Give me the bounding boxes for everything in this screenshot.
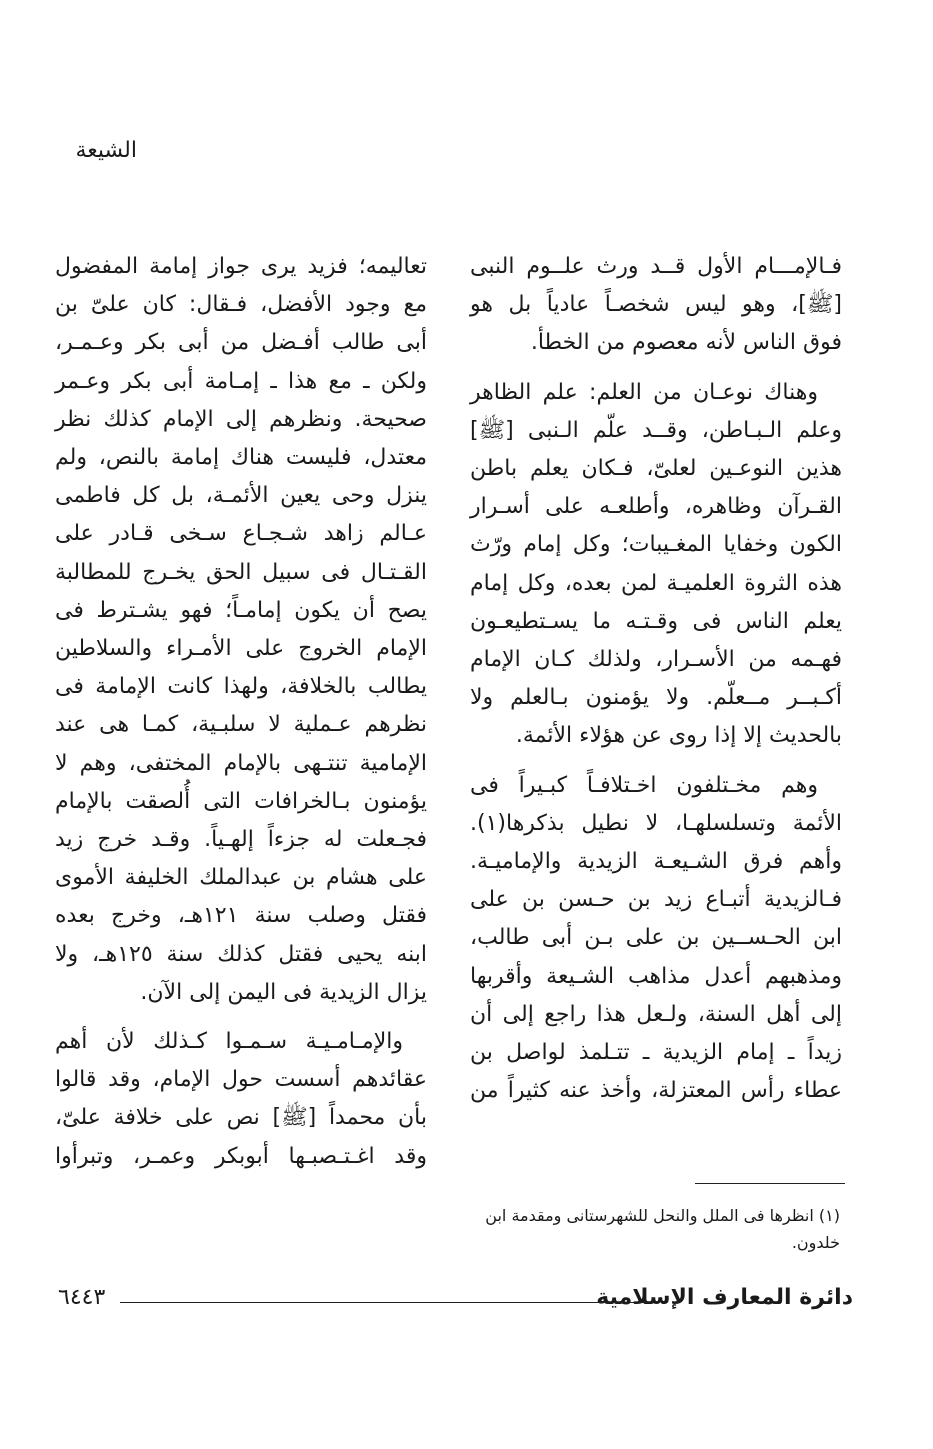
paragraph [470, 767, 842, 1111]
text-line: فـالزيدية أتبـاع زيد بن حـسن بن على [470, 887, 842, 913]
text-line: وأهم فرق الشـيعـة الزيدية والإماميـة. [470, 849, 842, 875]
text-line: عطاء رأس المعتزلة، وأخذ عنه كثيراً من [470, 1078, 842, 1104]
footnote-divider [695, 1183, 845, 1184]
text-line: القـتـال فى سبيل الحق يخـرج للمطالبة [55, 559, 427, 585]
text-line: إلى أهل السنة، ولـعل هذا راجع إلى أن [470, 1001, 842, 1027]
text-line: فهـمه من الأسـرار، ولذلك كـان الإمام [470, 647, 842, 673]
text-line: يزال الزيدية فى اليمن إلى الآن. [140, 979, 427, 1005]
text-line: بالحديث إلا إذا روى عن هؤلاء الأئمة. [515, 723, 842, 749]
text-line: الإمامية تنتـهى بالإمام المختفى، وهم لا [55, 750, 427, 776]
paragraph [55, 1023, 427, 1176]
text-line: هذه الثروة العلميـة لمن بعده، وكل إمام [470, 570, 842, 596]
text-line: يصح أن يكون إمامـاً؛ فهو يشـترط فى [55, 597, 427, 623]
text-line: صحيحة. ونظرهم إلى الإمام كذلك نظر [55, 406, 427, 432]
text-line: ومذهبهم أعدل مذاهب الشـيعة وأقربها [470, 963, 842, 989]
text-line: فوق الناس لأنه معصوم من الخطأ. [530, 330, 842, 356]
text-line: نظرهم عـملية لا سلبـية، كمـا هى عند [55, 712, 427, 738]
text-line: والإمـامـيـة سـمـوا كـذلك لأن أهم [55, 1029, 403, 1055]
text-line: ابن الحـســين بن على بـن أبى طالب، [470, 925, 842, 951]
paragraph [470, 374, 842, 756]
text-line: فجـعلت له جزءاً إلهـياً. وقـد خرج زيد [55, 827, 427, 853]
left-column [55, 248, 427, 1176]
text-line: يعلم الناس فى وقـتـه ما يسـتطيعـون [470, 608, 842, 634]
text-line: معتدل، فليست هناك إمامة بالنص، ولم [55, 445, 427, 471]
page-header-title: الشيعة [75, 138, 137, 163]
text-line: ابنه يحيى فقتل كذلك سنة ١٢٥هـ، ولا [55, 941, 428, 967]
right-column [470, 248, 842, 1110]
text-line: عـالم زاهد شـجـاع سـخى قـادر على [55, 521, 427, 547]
text-line: بأن محمداً [ﷺ] نص على خلافة علىّ، [55, 1105, 427, 1131]
text-line: الإمام الخروج على الأمـراء والسلاطين [55, 636, 427, 662]
footer-divider [120, 1302, 650, 1303]
text-line: يطالب بالخلافة، ولهذا كانت الإمامة فى [55, 674, 427, 700]
text-line: مع وجود الأفضل، فـقال: كان علىّ بن [55, 292, 427, 318]
text-line: فـالإمـــام الأول قــد ورث علــوم النبى [470, 254, 842, 279]
text-line: وهم مخـتلفون اخـتلافـاً كبـيراً فى [470, 772, 818, 798]
text-line: فقتل وصلب سنة ١٢١هـ، وخرج بعده [55, 903, 428, 929]
text-line: الكون وخفايا المغـيبات؛ وكل إمام ورّث [470, 532, 842, 558]
text-line: ولكن ـ مع هذا ـ إمـامة أبى بكر وعـمر [55, 368, 427, 394]
page-number: ٦٤٤٣ [58, 1285, 106, 1310]
text-line: [ﷺ]، وهو ليس شخصـاً عادياً بل هو [470, 292, 842, 318]
text-line: وعلم الـبـاطن، وقــد علّم الـنبى [ﷺ] [470, 417, 842, 443]
footnote: (١) انظرها فى الملل والنحل للشهرستانى ومقدمة ابن خلدون. [485, 1206, 840, 1252]
footer-title: دائرة المعارف الإسلامية [596, 1285, 853, 1310]
text-line: على هشام بن عبدالملك الخليفة الأموى [55, 865, 427, 891]
text-line: وقد اغـتـصبـها أبوبكر وعمـر، وتبرأوا [55, 1143, 427, 1169]
text-line: زيداً ـ إمام الزيدية ـ تتـلمذ لواصل بن [470, 1040, 842, 1066]
text-line: هذين النوعـين لعلىّ، فـكان يعلم باطن [470, 456, 842, 482]
text-line: القـرآن وظاهره، وأطلعـه على أسـرار [470, 494, 842, 520]
text-line: وهناك نوعـان من العلم: علم الظاهر [470, 379, 818, 405]
paragraph [470, 248, 842, 363]
paragraph [55, 248, 427, 1012]
text-line: أكـبــر مــعلّم. ولا يؤمنون بـالعلم ولا [470, 685, 842, 711]
text-line: تعاليمه؛ فزيد يرى جواز إمامة المفضول [55, 254, 427, 279]
text-line: أبى طالب أفـضل من أبى بكر وعـمـر، [55, 330, 427, 356]
text-line: ينزل وحى يعين الأئمـة، بل كل فاطمى [55, 483, 427, 509]
text-line: الأئمة وتسلسلهـا، لا نطيل بذكرها(١). [470, 810, 842, 836]
text-line: يؤمنون بـالخرافات التى أُلصقت بالإمام [55, 788, 427, 814]
text-line: عقائدهم أسست حول الإمام، وقد قالوا [55, 1067, 427, 1093]
